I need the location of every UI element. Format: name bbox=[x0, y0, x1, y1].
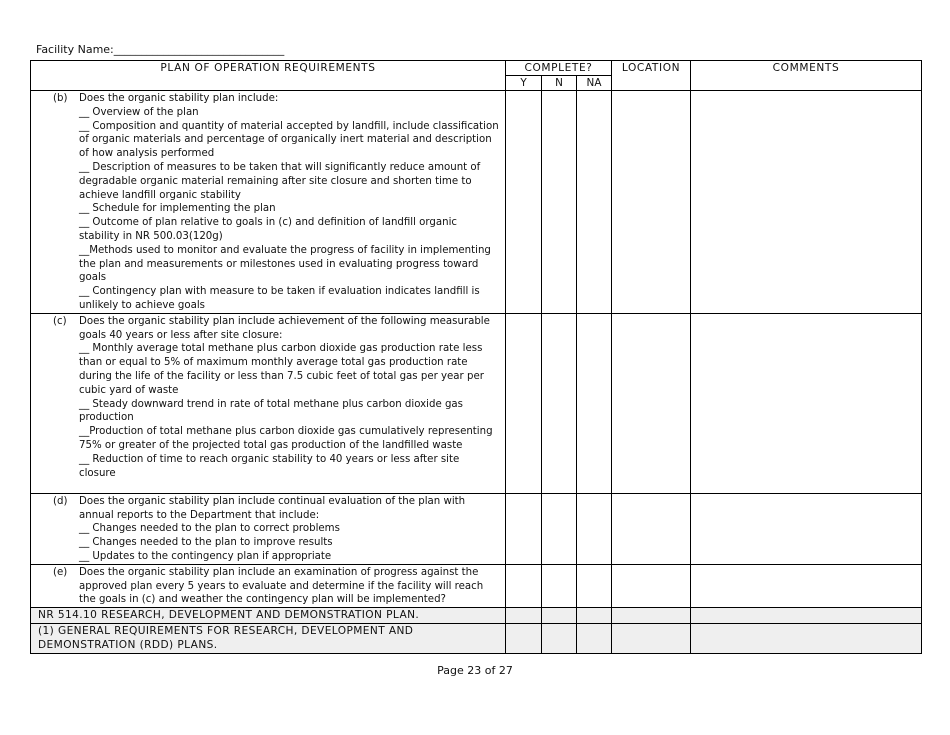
comments-cell bbox=[691, 608, 922, 624]
item-option: __ Schedule for implementing the plan bbox=[79, 203, 276, 215]
item-option: __ Reduction of time to reach organic stability to 40 years or less after site closure bbox=[79, 453, 460, 479]
complete-na-cell[interactable] bbox=[577, 313, 612, 493]
complete-na-cell bbox=[577, 623, 612, 653]
table-row bbox=[31, 91, 922, 314]
requirement-cell bbox=[31, 564, 506, 607]
location-cell[interactable] bbox=[612, 564, 691, 607]
section-row bbox=[31, 623, 922, 653]
complete-y-cell bbox=[506, 623, 542, 653]
section-row bbox=[31, 608, 922, 624]
table-row bbox=[31, 493, 922, 564]
complete-y-cell bbox=[506, 608, 542, 624]
complete-y-cell[interactable] bbox=[506, 564, 542, 607]
item-option: __ Updates to the contingency plan if appropriate bbox=[79, 550, 332, 562]
complete-na-cell bbox=[577, 608, 612, 624]
complete-na-cell[interactable] bbox=[577, 91, 612, 314]
comments-cell bbox=[691, 623, 922, 653]
complete-n-cell bbox=[542, 608, 577, 624]
item-question: Does the organic stability plan include continual evaluation of the plan with annual reports to the Department that include: bbox=[79, 495, 466, 521]
facility-name-field: Facility Name:_______________________________ bbox=[36, 43, 285, 56]
complete-n-cell bbox=[542, 623, 577, 653]
item-label: (d) bbox=[53, 495, 68, 507]
requirement-cell bbox=[31, 313, 506, 493]
item-question: Does the organic stability plan include an examination of progress against the approved plan every 5 years to evaluate and determine if the facility will reach the goals in (c) and weather the contingency plan will be implemented? bbox=[79, 566, 484, 606]
location-cell bbox=[612, 608, 691, 624]
item-label: (e) bbox=[53, 566, 68, 578]
section-title-rdd: NR 514.10 RESEARCH, DEVELOPMENT AND DEMONSTRATION PLAN. bbox=[31, 608, 506, 624]
comments-cell[interactable] bbox=[691, 564, 922, 607]
complete-n-cell[interactable] bbox=[542, 313, 577, 493]
section-title-general: (1) GENERAL REQUIREMENTS FOR RESEARCH, DEVELOPMENT AND DEMONSTRATION (RDD) PLANS. bbox=[31, 623, 506, 653]
complete-na-cell[interactable] bbox=[577, 493, 612, 564]
col-complete-header: COMPLETE? bbox=[506, 61, 612, 76]
item-option: __ Description of measures to be taken that will significantly reduce amount of degradable organic material remaining after site closure and shorten time to achieve landfill organic stability bbox=[79, 161, 481, 201]
item-question: Does the organic stability plan include achievement of the following measurable goals 40 years or less after site closure: bbox=[79, 315, 490, 341]
table-row bbox=[31, 564, 922, 607]
complete-y-cell[interactable] bbox=[506, 91, 542, 314]
requirement-cell bbox=[31, 91, 506, 314]
item-option: __ Contingency plan with measure to be taken if evaluation indicates landfill is unlikely to achieve goals bbox=[79, 286, 480, 311]
complete-n-cell[interactable] bbox=[542, 91, 577, 314]
item-option: __ Changes needed to the plan to improve results bbox=[79, 537, 333, 549]
col-requirements-header: PLAN OF OPERATION REQUIREMENTS bbox=[31, 61, 506, 91]
col-y-header: Y bbox=[506, 76, 542, 91]
complete-n-cell[interactable] bbox=[542, 493, 577, 564]
comments-cell[interactable] bbox=[691, 493, 922, 564]
checklist-table bbox=[30, 60, 922, 654]
col-na-header: NA bbox=[577, 76, 612, 91]
complete-y-cell[interactable] bbox=[506, 313, 542, 493]
complete-n-cell[interactable] bbox=[542, 564, 577, 607]
item-label: (c) bbox=[53, 315, 67, 327]
comments-cell[interactable] bbox=[691, 313, 922, 493]
location-cell[interactable] bbox=[612, 91, 691, 314]
location-cell[interactable] bbox=[612, 313, 691, 493]
location-cell bbox=[612, 623, 691, 653]
item-question: Does the organic stability plan include: bbox=[79, 93, 279, 104]
item-option: __Methods used to monitor and evaluate the progress of facility in implementing the plan and measurements or milestones used in evaluating progress toward goals bbox=[79, 244, 491, 284]
item-option: __ Overview of the plan bbox=[79, 106, 199, 118]
requirement-cell bbox=[31, 493, 506, 564]
page-number: Page 23 of 27 bbox=[437, 664, 513, 677]
item-option: __ Composition and quantity of material accepted by landfill, include classification of organic materials and percentage of organically inert material and description of how analysis performed bbox=[79, 120, 499, 160]
complete-y-cell[interactable] bbox=[506, 493, 542, 564]
complete-na-cell[interactable] bbox=[577, 564, 612, 607]
comments-cell[interactable] bbox=[691, 91, 922, 314]
item-option: __Production of total methane plus carbon dioxide gas cumulatively representing 75% or greater of the projected total gas production of the landfilled waste bbox=[79, 426, 493, 451]
item-option: __ Outcome of plan relative to goals in (c) and definition of landfill organic stability in NR 500.03(120g) bbox=[79, 217, 458, 242]
item-label: (b) bbox=[53, 93, 68, 104]
col-location-header: LOCATION bbox=[612, 61, 691, 91]
header-row bbox=[31, 61, 922, 76]
item-option: __ Monthly average total methane plus carbon dioxide gas production rate less than or equal to 5% of maximum monthly average total gas production rate during the life of the facility or less than 7.5 cubic feet of total gas per year per cubic yard of waste bbox=[79, 343, 484, 396]
col-comments-header: COMMENTS bbox=[691, 61, 922, 91]
item-option: __ Changes needed to the plan to correct problems bbox=[79, 523, 340, 535]
location-cell[interactable] bbox=[612, 493, 691, 564]
col-n-header: N bbox=[542, 76, 577, 91]
item-option: __ Steady downward trend in rate of total methane plus carbon dioxide gas production bbox=[79, 398, 463, 424]
table-row bbox=[31, 313, 922, 493]
